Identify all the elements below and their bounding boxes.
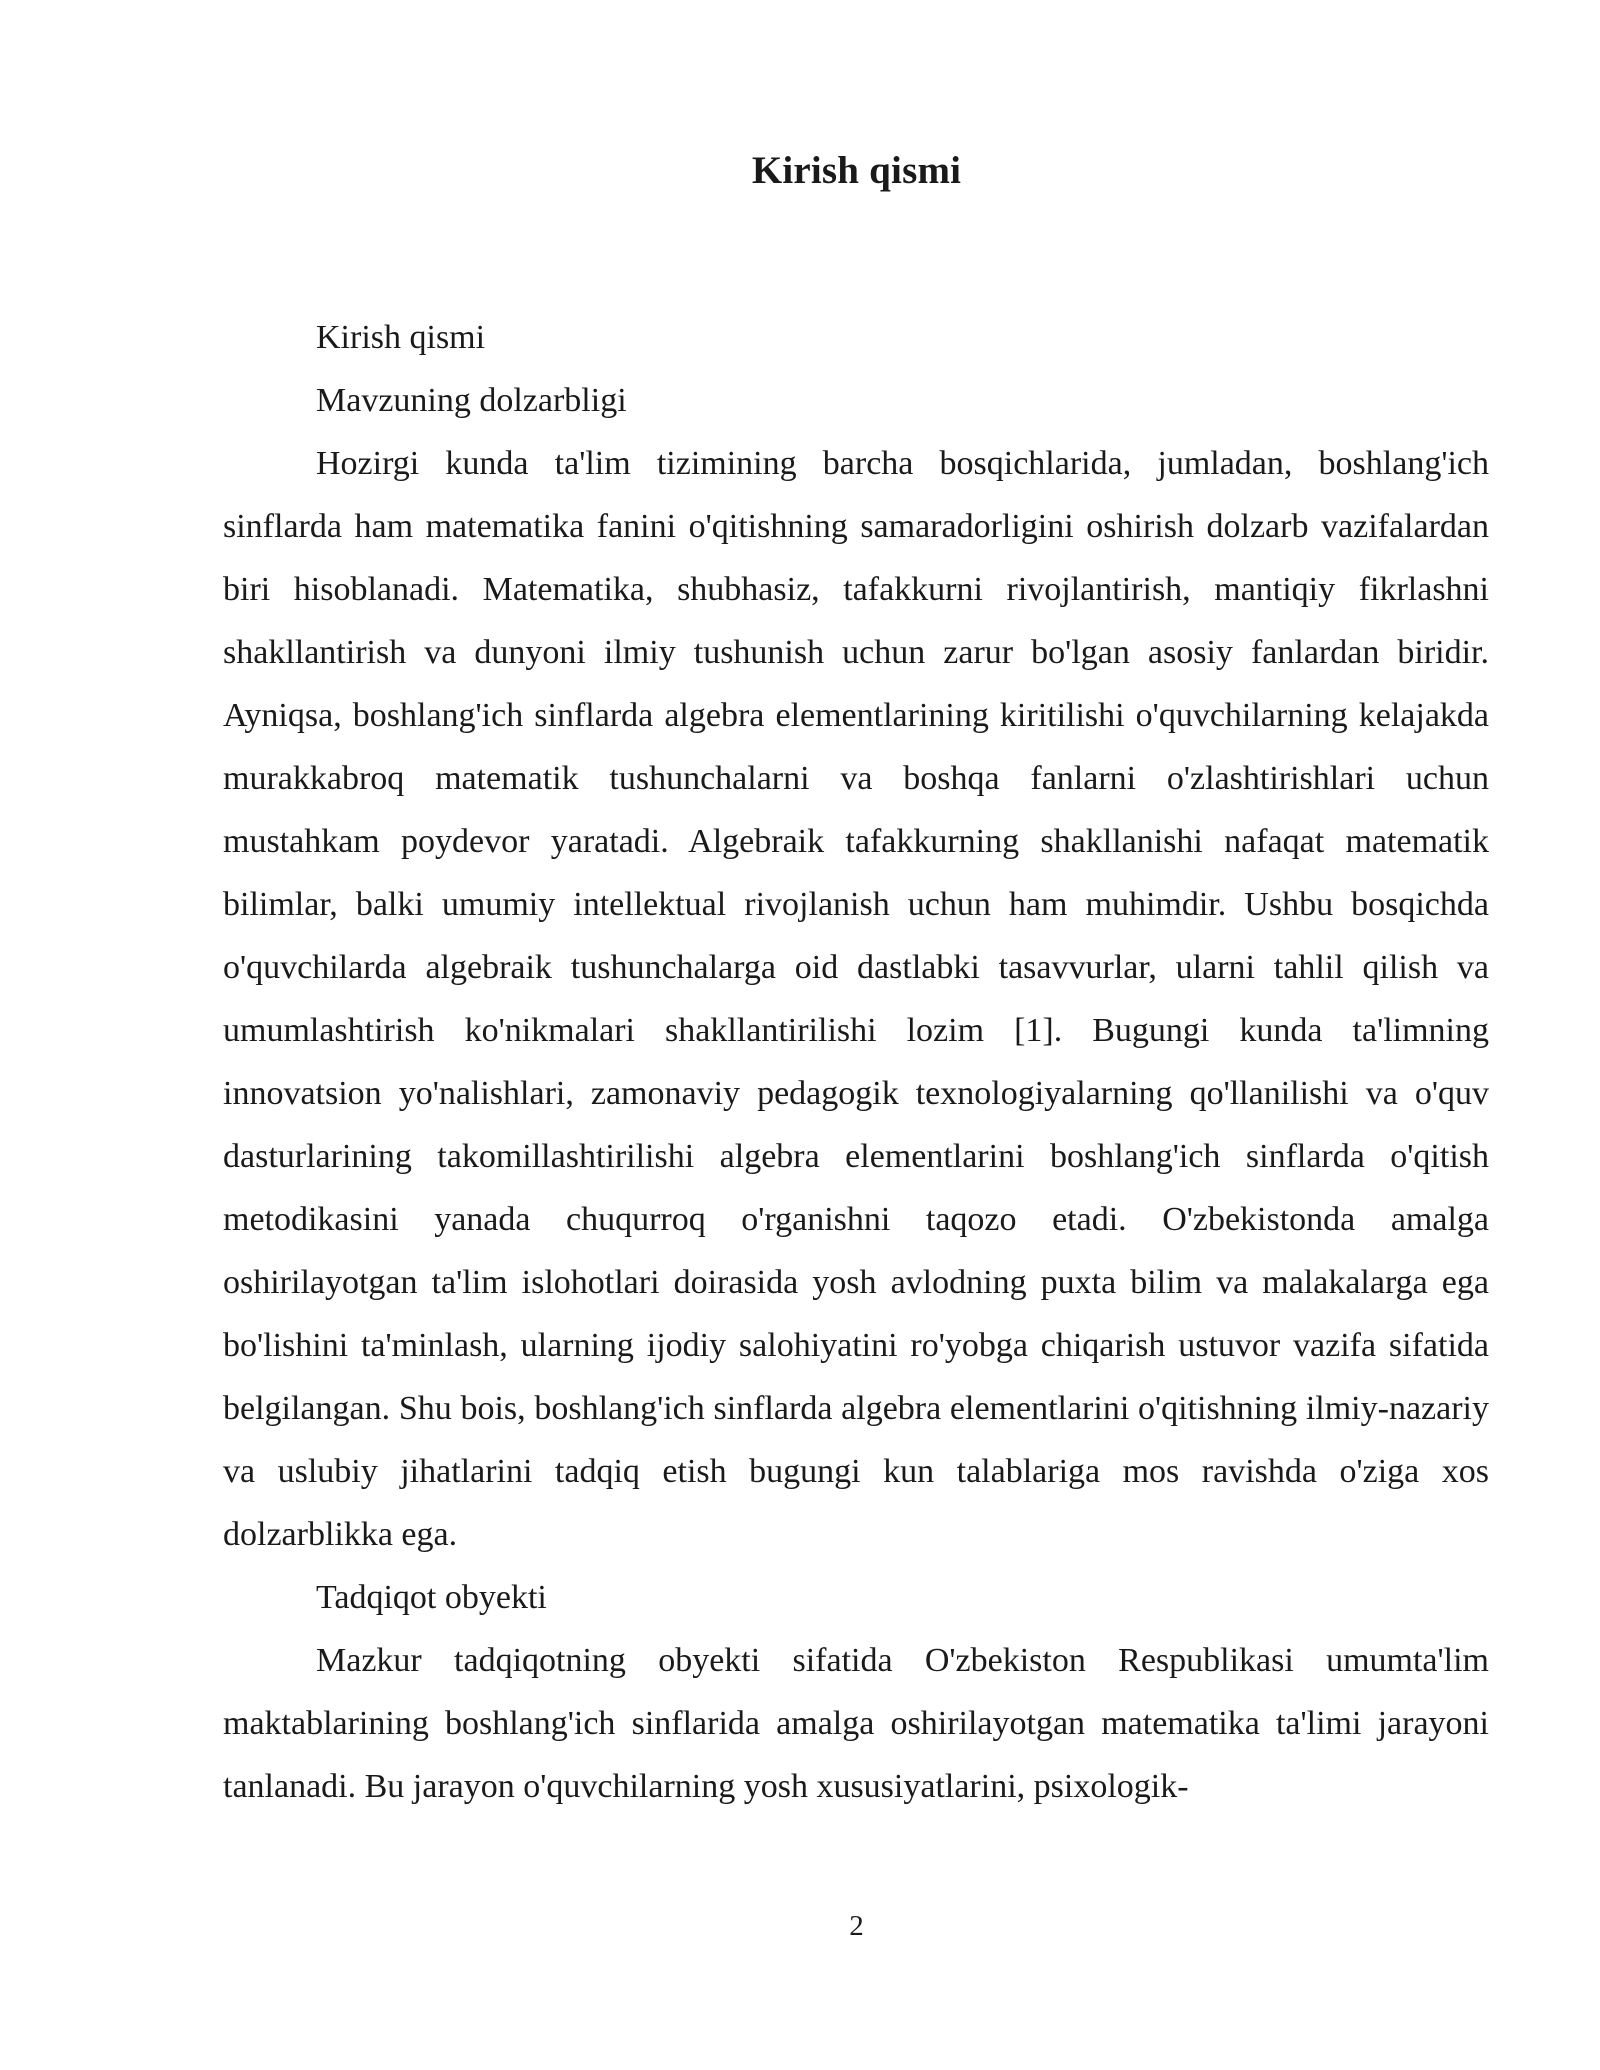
- paragraph-object-heading: Tadqiqot obyekti: [316, 1579, 547, 1616]
- paragraph-relevance-heading: Mavzuning dolzarbligi: [316, 382, 627, 419]
- page-number: 2: [849, 1910, 864, 1942]
- paragraph-relevance-body: Hozirgi kunda ta'lim tizimining barcha bosqichlarida, jumladan, boshlang'ich sinflarda ham matematika fanini o'qitishning samaradorligini oshirish dolzarb vazifalardan biri hisoblanadi. Matematika, shubhasiz, tafakkurni rivojlantirish, mantiqiy fikrlashni shakllantirish va dunyoni ilmiy tushunish uchun zarur bo'lgan asosiy fanlardan biridir. Ayniqsa, boshlang'ich sinflarda algebra elementlarining kiritilishi o'quvchilarning kelajakda murakkabroq matematik tushunchalarni va boshqa fanlarni o'zlashtirishlari uchun mustahkam poydevor yaratadi. Algebraik tafakkurning shakllanishi nafaqat matematik bilimlar, balki umumiy intellektual rivojlanish uchun ham muhimdir. Ushbu bosqichda o'quvchilarda algebraik tushunchalarga oid dastlabki tasavvurlar, ularni tahlil qilish va umumlashtirish ko'nikmalari shakllantirilishi lozim [1]. Bugungi kunda ta'limning innovatsion yo'nalishlari, zamonaviy pedagogik texnologiyalarning qo'llanilishi va o'quv dasturlarining takomillashtirilishi algebra elementlarini boshlang'ich sinflarda o'qitish metodikasini yanada chuqurroq o'rganishni taqozo etadi. O'zbekistonda amalga oshirilayotgan ta'lim islohotlari doirasida yosh avlodning puxta bilim va malakalarga ega bo'lishini ta'minlash, ularning ijodiy salohiyatini ro'yobga chiqarish ustuvor vazifa sifatida belgilangan. Shu bois, boshlang'ich sinflarda algebra elementlarini o'qitishning ilmiy-nazariy va uslubiy jihatlarini tadqiq etish bugungi kun talablariga mos ravishda o'ziga xos dolzarblikka ega.: [223, 445, 1489, 1553]
- paragraph-object-body: Mazkur tadqiqotning obyekti sifatida O'zbekiston Respublikasi umumta'lim maktablarining boshlang'ich sinflarida amalga oshirilayotgan matematika ta'limi jarayoni tanlanadi. Bu jarayon o'quvchilarning yosh xususiyatlarini, psixologik-: [223, 1642, 1489, 1805]
- paragraph-intro-heading: Kirish qismi: [316, 319, 486, 356]
- document-body: [223, 306, 1489, 1818]
- page-title: Kirish qismi: [751, 149, 962, 192]
